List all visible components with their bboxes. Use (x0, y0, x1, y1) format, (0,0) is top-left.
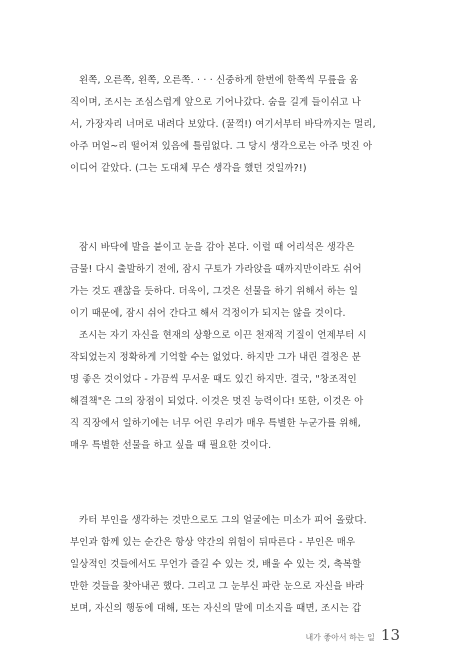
text-line: 가는 것도 괜찮을 듯하다. 더욱이, 그것은 선물을 하기 위해서 하는 일 (70, 286, 359, 297)
text-line: 명 좋은 것이었다 - 가끔씩 무서운 때도 있긴 하지만. 결국, "창조적인 (70, 374, 357, 385)
text-line: 해결책"은 그의 장점이 되었다. 이것은 멋진 능력이다! 또한, 이것은 아 (70, 396, 364, 407)
text-line: 직이며, 조시는 조심스럽게 앞으로 기어나갔다. 숨을 길게 들이쉬고 나 (70, 97, 361, 108)
paragraph-2 (70, 237, 398, 457)
text-line: 아주 머얼~리 떨어져 있음에 틀림없다. 그 당시 생각으로는 아주 멋진 아 (70, 141, 373, 152)
text-line: 조시는 자기 자신을 현재의 상황으로 이끈 천재적 기질이 언제부터 시 (79, 330, 367, 341)
text-line: 만한 것들을 찾아내곤 했다. 그리고 그 눈부신 파란 눈으로 자신을 바라 (70, 581, 365, 592)
text-line: 카터 부인을 생각하는 것만으로도 그의 얼굴에는 미소가 피어 올랐다. (79, 515, 367, 526)
page-number: 13 (380, 626, 400, 644)
text-line: 부인과 함께 있는 순간은 항상 약간의 위험이 뒤따른다 - 부인은 매우 (70, 537, 356, 548)
paragraph-4 (70, 510, 398, 620)
text-line: 매우 특별한 선물을 하고 싶을 때 필요한 것이다. (70, 440, 272, 451)
text-line: 서, 가장자리 너머로 내려다 보았다. (꿀꺽!) 여기서부터 바닥까지는 멀리, (70, 119, 376, 130)
text-line: 직 직장에서 일하기에는 너무 어린 우리가 매우 특별한 누군가를 위해, (70, 418, 361, 429)
text-line: 금물! 다시 출발하기 전에, 잠시 구토가 가라앉을 때까지만이라도 쉬어 (70, 264, 362, 275)
text-line: 작되었는지 정확하게 기억할 수는 없었다. 하지만 그가 내린 결정은 분 (70, 352, 361, 363)
text-line: 이기 때문에, 잠시 쉬어 간다고 해서 걱정이가 되지는 않을 것이다. (70, 308, 346, 319)
running-title: 내가 좋아서 하는 일 (305, 633, 375, 642)
text-line: 일상적인 것들에서도 무언가 즐길 수 있는 것, 배울 수 있는 것, 축복할 (70, 559, 362, 570)
text-line: 왼쪽, 오른쪽, 왼쪽, 오른쪽. · · · 신중하게 한번에 한쪽씩 무릎을 움 (79, 75, 359, 86)
text-line: 이디어 같았다. (그는 도대체 무슨 생각을 했던 것일까?!) (70, 163, 307, 174)
page-footer (305, 626, 400, 644)
text-line: 잠시 바닥에 발을 붙이고 눈을 감아 본다. 이럴 때 어리석은 생각은 (79, 242, 355, 253)
text-line: 보며, 자신의 행동에 대해, 또는 자신의 말에 미소지을 때면, 조시는 갑 (70, 603, 362, 614)
paragraph-1 (70, 70, 398, 180)
